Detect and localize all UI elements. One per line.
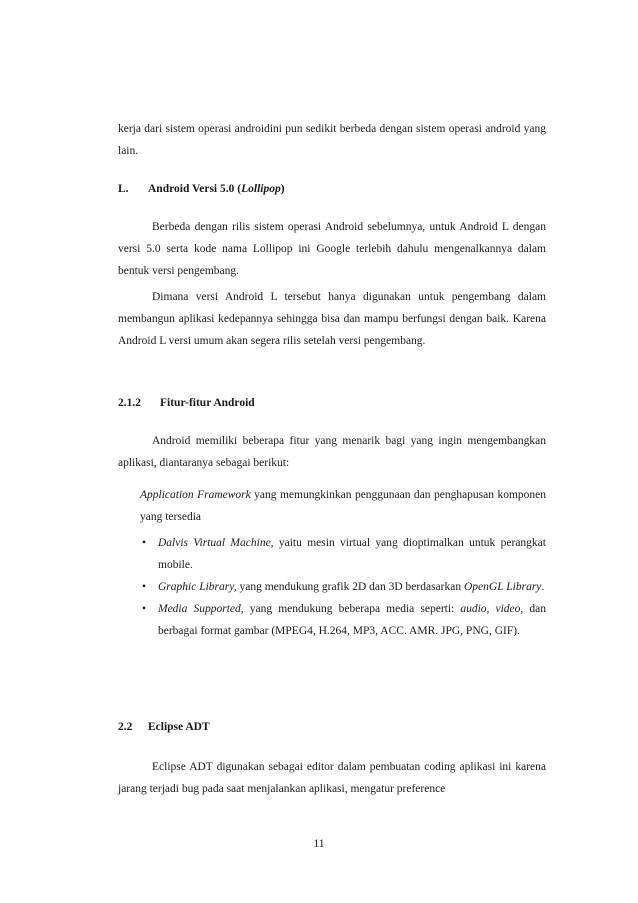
list-item: [140, 576, 546, 598]
paragraph-text: kerja dari sistem operasi androidini pun sedikit berbeda dengan sistem operasi android yang lain.: [118, 123, 546, 157]
paragraph-text: Dimana versi Android L tersebut hanya digunakan untuk pengembang dalam membangun aplikasi kedepannya sehingga bisa dan mampu berfungsi dengan baik. Karena Android L versi umum akan segera rilis setelah versi pengembang.: [118, 291, 546, 347]
term: Graphic Library,: [158, 581, 237, 593]
term-italic: audio, video,: [460, 603, 524, 615]
term: Media Supported,: [158, 603, 244, 615]
heading-close: ): [280, 183, 285, 195]
heading-android-l: [118, 178, 546, 200]
paragraph-eclipse: [118, 756, 546, 800]
heading-number: L.: [118, 183, 129, 195]
term-tail: dan berbagai format gambar (MPEG4, H.264, MP3, ACC. AMR. JPG, PNG, GIF).: [158, 603, 547, 637]
heading-fitur-android: [118, 392, 546, 414]
feature-bullet-list: [140, 532, 546, 642]
paragraph-text: Android memiliki beberapa fitur yang menarik bagi yang ingin mengembangkan aplikasi, diantaranya sebagai berikut:: [118, 435, 546, 469]
heading-number: 2.1.2: [118, 397, 141, 409]
term: Application Framework: [140, 489, 251, 501]
term-italic: OpenGL Library: [463, 581, 542, 593]
term-description: yaitu mesin virtual yang dioptimalkan untuk perangkat mobile.: [158, 537, 546, 571]
term-description: yang memungkinkan penggunaan dan penghapusan komponen yang tersedia: [140, 489, 546, 523]
heading-text: Eclipse ADT: [148, 721, 210, 733]
paragraph-text: Berbeda dengan rilis sistem operasi Android sebelumnya, untuk Android L dengan versi 5.0 serta kode nama Lollipop ini Google terlebih dahulu mengenalkannya dalam bentuk versi pengembang.: [118, 221, 546, 277]
heading-number: 2.2: [118, 721, 133, 733]
term: Dalvis Virtual Machine,: [158, 537, 274, 549]
list-item: [140, 598, 546, 642]
heading-text: Android Versi 5.0 (: [148, 183, 242, 195]
term-tail: .: [541, 581, 545, 593]
paragraph-text: Eclipse ADT digunakan sebagai editor dalam pembuatan coding aplikasi ini karena jarang terjadi bug pada saat menjalankan aplikasi, mengatur preference: [118, 761, 546, 795]
heading-eclipse-adt: [118, 716, 546, 738]
term-description: yang mendukung beberapa media seperti:: [243, 603, 461, 615]
list-item: [140, 532, 546, 576]
term-description: yang mendukung grafik 2D dan 3D berdasarkan: [236, 581, 464, 593]
heading-italic: Lollipop: [241, 183, 281, 195]
paragraph-intro: [118, 118, 546, 162]
paragraph-fitur-intro: [118, 430, 546, 474]
paragraph-berbeda: [118, 216, 546, 282]
page-number: 11: [313, 838, 325, 850]
paragraph-dimana: [118, 286, 546, 352]
application-framework-item: [140, 484, 546, 528]
heading-text: Fitur-fitur Android: [160, 397, 255, 409]
